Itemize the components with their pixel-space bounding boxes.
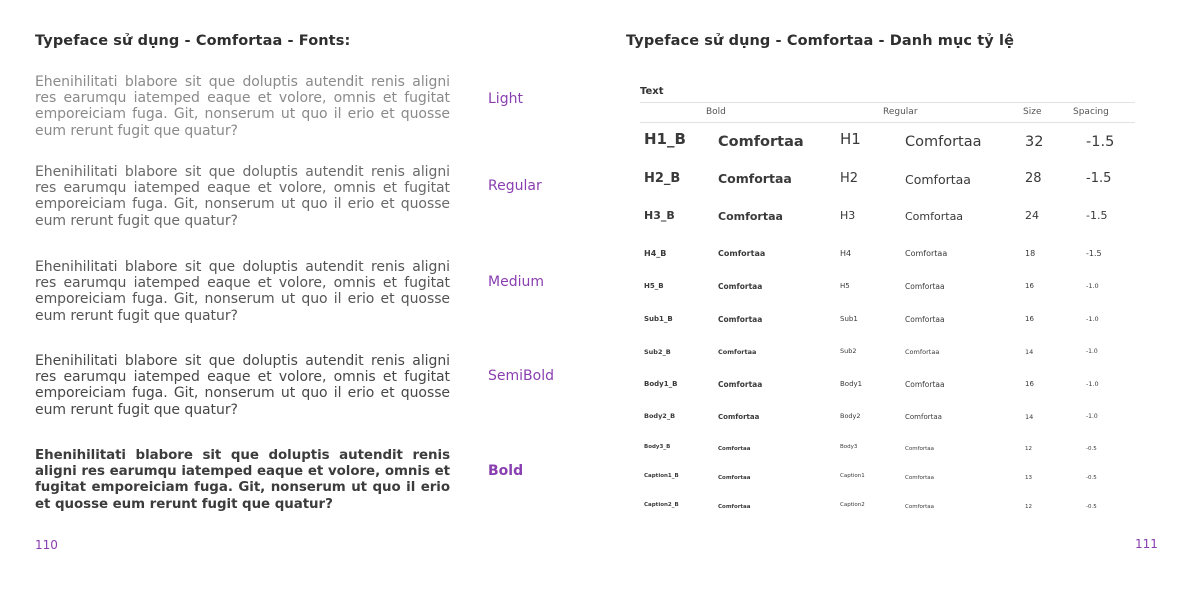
regular-style-name: Body1 [840, 380, 863, 388]
table-header [640, 102, 1135, 123]
size-value: 32 [1025, 134, 1044, 150]
regular-sample: Comfortaa [905, 446, 935, 452]
bold-sample: Comfortaa [718, 348, 757, 356]
regular-style-name: Sub1 [840, 315, 858, 323]
bold-sample: Comfortaa [718, 282, 763, 291]
size-value: 16 [1025, 282, 1034, 290]
weight-label-light: Light [488, 91, 523, 107]
spacing-value: -1.5 [1086, 171, 1112, 186]
size-value: 13 [1025, 475, 1032, 481]
spacing-value: -1.0 [1086, 413, 1098, 420]
bold-sample: Comfortaa [718, 249, 766, 258]
spacing-value: -0.5 [1086, 446, 1097, 452]
bold-sample: Comfortaa [718, 134, 804, 150]
spacing-value: -1.0 [1086, 348, 1098, 355]
size-value: 24 [1025, 209, 1039, 222]
size-value: 12 [1025, 504, 1032, 510]
sample-paragraph-medium: Ehenihilitati blabore sit que doluptis autendit renis aligni res earumqu iatemped eaque et volore, omnis et fugitat emporeiciam fuga. Git, nonserum ut quo il erio et quosse eum rerunt fugit que quatur? [35, 259, 450, 324]
spacing-value: -1.5 [1086, 134, 1115, 150]
spacing-value: -1.5 [1086, 209, 1108, 222]
right-page [591, 0, 1183, 592]
regular-style-name: H5 [840, 282, 850, 290]
left-page [0, 0, 591, 592]
size-value: 14 [1025, 348, 1034, 356]
spacing-value: -1.0 [1086, 380, 1099, 388]
regular-style-name: Sub2 [840, 347, 857, 355]
regular-sample: Comfortaa [905, 210, 964, 223]
bold-sample: Comfortaa [718, 210, 783, 223]
bold-sample: Comfortaa [718, 475, 751, 481]
bold-style-name: Body2_B [644, 412, 676, 420]
weight-label-bold: Bold [488, 463, 524, 479]
regular-style-name: Body3 [840, 444, 858, 450]
column-header-regular: Regular [883, 107, 918, 117]
page-heading: Typeface sử dụng - Comfortaa - Danh mục tỷ lệ [626, 33, 1014, 49]
column-header-spacing: Spacing [1073, 107, 1109, 117]
sample-paragraph-bold: Ehenihilitati blabore sit que doluptis autendit renis aligni res earumqu iatemped eaque et volore, omnis et fugitat emporeiciam fuga. Git, nonserum ut quo il erio et quosse eum rerunt fugit que quatur? [35, 448, 450, 512]
size-value: 16 [1025, 315, 1034, 323]
sample-paragraph-light: Ehenihilitati blabore sit que doluptis autendit renis aligni res earumqu iatemped eaque et volore, omnis et fugitat emporeiciam fuga. Git, nonserum ut quo il erio et quosse eum rerunt fugit que quatur? [35, 74, 450, 139]
regular-sample: Comfortaa [905, 315, 945, 324]
spacing-value: -1.5 [1086, 249, 1102, 258]
spacing-value: -1.0 [1086, 315, 1099, 323]
regular-sample: Comfortaa [905, 380, 945, 389]
page-heading: Typeface sử dụng - Comfortaa - Fonts: [35, 33, 351, 49]
regular-style-name: H4 [840, 249, 852, 258]
bold-style-name: Sub1_B [644, 315, 673, 323]
regular-style-name: H3 [840, 209, 856, 222]
spacing-value: -0.5 [1086, 504, 1097, 510]
size-value: 12 [1025, 446, 1032, 452]
regular-sample: Comfortaa [905, 504, 935, 510]
sample-paragraph-semibold: Ehenihilitati blabore sit que doluptis autendit renis aligni res earumqu iatemped eaque et volore, omnis et fugitat emporeiciam fuga. Git, nonserum ut quo il erio et quosse eum rerunt fugit que quatur? [35, 353, 450, 418]
regular-style-name: Caption2 [840, 502, 865, 508]
bold-sample: Comfortaa [718, 171, 792, 186]
size-value: 16 [1025, 380, 1034, 388]
regular-style-name: Body2 [840, 412, 861, 420]
spacing-value: -1.0 [1086, 282, 1099, 290]
bold-style-name: H2_B [644, 171, 681, 186]
regular-sample: Comfortaa [905, 413, 942, 421]
bold-sample: Comfortaa [718, 504, 751, 510]
regular-sample: Comfortaa [905, 134, 982, 150]
column-header-bold: Bold [706, 107, 726, 117]
bold-style-name: Caption1_B [644, 473, 679, 479]
bold-style-name: H1_B [644, 130, 686, 148]
page-number: 110 [35, 538, 58, 552]
regular-style-name: Caption1 [840, 473, 865, 479]
bold-sample: Comfortaa [718, 315, 763, 324]
regular-style-name: H2 [840, 171, 859, 186]
regular-style-name: H1 [840, 130, 861, 148]
bold-style-name: H4_B [644, 249, 667, 258]
regular-sample: Comfortaa [905, 249, 948, 258]
weight-label-regular: Regular [488, 178, 542, 194]
regular-sample: Comfortaa [905, 172, 971, 187]
bold-style-name: H3_B [644, 209, 675, 222]
bold-style-name: Caption2_B [644, 502, 679, 508]
weight-label-medium: Medium [488, 274, 544, 290]
page-number: 111 [1135, 537, 1158, 551]
bold-sample: Comfortaa [718, 446, 751, 452]
regular-sample: Comfortaa [905, 282, 945, 291]
table-title: Text [640, 86, 664, 97]
weight-label-semibold: SemiBold [488, 368, 554, 384]
bold-style-name: Body3_B [644, 444, 671, 450]
bold-sample: Comfortaa [718, 413, 760, 421]
column-header-size: Size [1023, 107, 1042, 117]
bold-style-name: H5_B [644, 282, 664, 290]
spacing-value: -0.5 [1086, 475, 1097, 481]
size-value: 14 [1025, 413, 1034, 421]
sample-paragraph-regular: Ehenihilitati blabore sit que doluptis autendit renis aligni res earumqu iatemped eaque et volore, omnis et fugitat emporeiciam fuga. Git, nonserum ut quo il erio et quosse eum rerunt fugit que quatur? [35, 164, 450, 229]
regular-sample: Comfortaa [905, 348, 940, 356]
size-value: 18 [1025, 249, 1036, 258]
bold-style-name: Body1_B [644, 380, 678, 388]
regular-sample: Comfortaa [905, 475, 935, 481]
bold-sample: Comfortaa [718, 380, 763, 389]
size-value: 28 [1025, 171, 1042, 186]
bold-style-name: Sub2_B [644, 348, 671, 356]
